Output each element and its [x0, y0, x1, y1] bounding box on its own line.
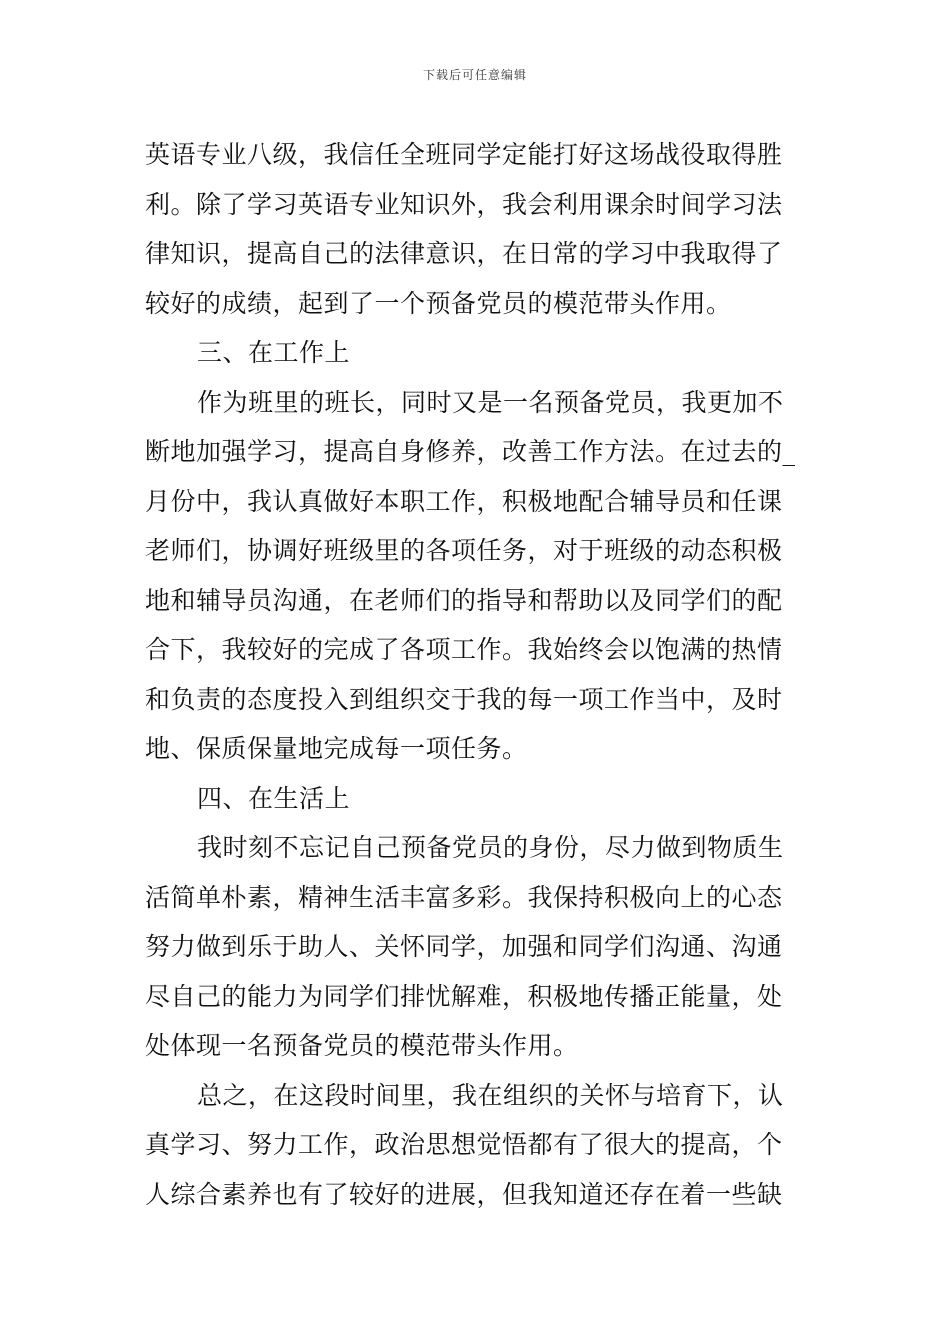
text-line: 利。除了学习英语专业知识外，我会利用课余时间学习法 [145, 189, 783, 219]
header-note: 下载后可任意编辑 [422, 68, 527, 82]
text-line: 人综合素养也有了较好的进展，但我知道还存在着一些缺 [145, 1179, 783, 1209]
text-line: 处体现一名预备党员的模范带头作用。 [145, 1031, 579, 1060]
text-line: 地、保质保量地完成每一项任务。 [145, 734, 528, 763]
text-line: 月份中，我认真做好本职工作，积极地配合辅导员和任课 [145, 486, 783, 516]
text-line: 英语专业八级，我信任全班同学定能打好这场战役取得胜 [145, 140, 783, 169]
text-line: 和负责的态度投入到组织交于我的每一项工作当中，及时 [145, 684, 783, 714]
text-line: 合下，我较好的完成了各项工作。我始终会以饱满的热情 [145, 635, 783, 664]
text-line: 作为班里的班长，同时又是一名预备党员，我更加不 [197, 387, 784, 417]
text-line: 我时刻不忘记自己预备党员的身份，尽力做到物质生 [197, 833, 784, 862]
text-line: 真学习、努力工作，政治思想觉悟都有了很大的提高，个 [145, 1130, 783, 1159]
text-line: 努力做到乐于助人、关怀同学，加强和同学们沟通、沟通 [145, 932, 783, 961]
text-line: 四、在生活上 [197, 783, 351, 813]
text-line: 律知识，提高自己的法律意识，在日常的学习中我取得了 [145, 239, 783, 268]
text-line: 断地加强学习，提高自身修养，改善工作方法。在过去的_ [145, 437, 796, 466]
text-line: 尽自己的能力为同学们排忧解难，积极地传播正能量，处 [145, 981, 783, 1011]
text-line: 老师们，协调好班级里的各项任务，对于班级的动态积极 [145, 536, 783, 565]
text-line: 活简单朴素，精神生活丰富多彩。我保持积极向上的心态 [145, 882, 783, 912]
document-body [145, 130, 810, 1219]
text-line: 总之，在这段时间里，我在组织的关怀与培育下，认 [197, 1080, 784, 1110]
text-line: 三、在工作上 [197, 338, 351, 367]
text-line: 地和辅导员沟通，在老师们的指导和帮助以及同学们的配 [145, 585, 783, 615]
text-line: 较好的成绩，起到了一个预备党员的模范带头作用。 [145, 288, 732, 318]
